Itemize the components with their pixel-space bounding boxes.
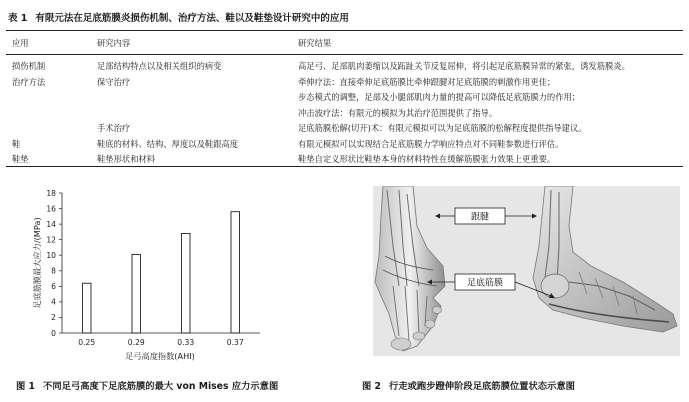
chart-x-ticks [78, 338, 244, 347]
table-caption [8, 10, 349, 24]
table-label: 表 1 [8, 13, 28, 24]
chart-xlabel: 足弓高度指数(AHI) [125, 351, 195, 361]
table-cell-content: 保守治疗 [97, 76, 131, 87]
table-cell-application: 损伤机制 [12, 61, 46, 71]
figure1-bar-chart [20, 183, 275, 373]
y-tick-label: 2 [51, 313, 56, 323]
label-heel-tendon-text: 跟腱 [470, 212, 490, 223]
table-title: 有限元法在足底筋膜炎损伤机制、治疗方法、鞋以及鞋垫设计研究中的应用 [35, 13, 349, 24]
bar-0.33 [182, 233, 191, 333]
x-tick-label: 0.25 [78, 338, 96, 347]
figure1-caption-text: 不同足弓高度下足底筋膜的最大 von Mises 应力示意图 [43, 381, 279, 392]
table-header-rule [6, 54, 683, 55]
table-cell-application: 治疗方法 [12, 76, 46, 87]
y-tick-label: 4 [51, 297, 56, 307]
y-tick-label: 18 [46, 188, 56, 198]
table-header-application: 应用 [12, 38, 29, 48]
y-tick-label: 6 [51, 282, 56, 292]
y-tick-label: 0 [51, 328, 56, 338]
figure2-caption-text: 行走或跑步蹬伸阶段足底筋膜位置状态示意图 [389, 381, 575, 392]
chart-y-ticks [46, 189, 62, 338]
figure1-label: 图 1 [16, 381, 36, 392]
table-bottom-rule [6, 166, 683, 167]
table-header-content: 研究内容 [97, 38, 131, 48]
figure1-caption [16, 378, 278, 392]
figure2-label: 图 2 [362, 381, 382, 392]
y-tick-label: 12 [46, 235, 56, 245]
table-cell-result: 冲击波疗法：有限元的模拟为其治疗范围提供了指导。 [298, 107, 498, 118]
bar-0.37 [231, 212, 240, 333]
x-tick-label: 0.33 [177, 338, 195, 347]
bar-0.29 [132, 254, 141, 333]
bar-0.25 [83, 283, 92, 333]
table-cell-result: 鞋垫自定义形状比鞋垫本身的材料特性在缓解筋膜张力效果上更重要。 [298, 154, 556, 164]
y-tick-label: 10 [46, 251, 56, 261]
label-plantar-fascia-text: 足底筋膜 [466, 278, 504, 289]
y-tick-label: 16 [46, 204, 56, 214]
table-cell-result: 有限元模拟可以实现结合足底筋膜力学响应特点对不同鞋参数进行评估。 [298, 138, 564, 149]
table-cell-content: 鞋底的材料、结构、厚度以及鞋跟高度 [97, 138, 239, 149]
table-cell-application: 鞋 [12, 138, 21, 149]
chart-bars [83, 212, 240, 333]
table-cell-result: 牵伸疗法：直接牵伸足底筋膜比牵伸跟腱对足底筋膜的刺激作用更佳； [298, 76, 556, 87]
chart-axes [62, 193, 260, 333]
table-cell-result: 步态模式的调整，足部及小腿部肌肉力量的提高可以降低足底筋膜力的作用； [298, 92, 581, 102]
table-top-rule [6, 30, 683, 31]
figure2-caption [362, 378, 575, 392]
x-tick-label: 0.37 [226, 338, 244, 347]
table-cell-content: 足部结构特点以及相关组织的病变 [97, 61, 222, 71]
table-cell-content: 鞋垫形状和材料 [97, 154, 156, 164]
x-tick-label: 0.29 [127, 338, 145, 347]
table-header-result: 研究结果 [298, 38, 332, 48]
table-cell-application: 鞋垫 [12, 154, 29, 164]
table-cell-result: 足底筋膜松解(切开)术：有限元模拟可以为足底筋膜的松解程度提供指导建议。 [298, 123, 587, 133]
figure2-foot-illustration [373, 186, 680, 356]
table-cell-content: 手术治疗 [97, 123, 131, 133]
y-tick-label: 8 [51, 266, 56, 276]
chart-ylabel: 足底筋膜最大应力/(MPa) [32, 217, 42, 309]
y-tick-label: 14 [46, 219, 56, 229]
table-cell-result: 高足弓、足部肌肉萎缩以及跖趾关节反复屈伸，将引起足底筋膜异常的紧张，诱发筋膜炎。 [298, 61, 630, 71]
